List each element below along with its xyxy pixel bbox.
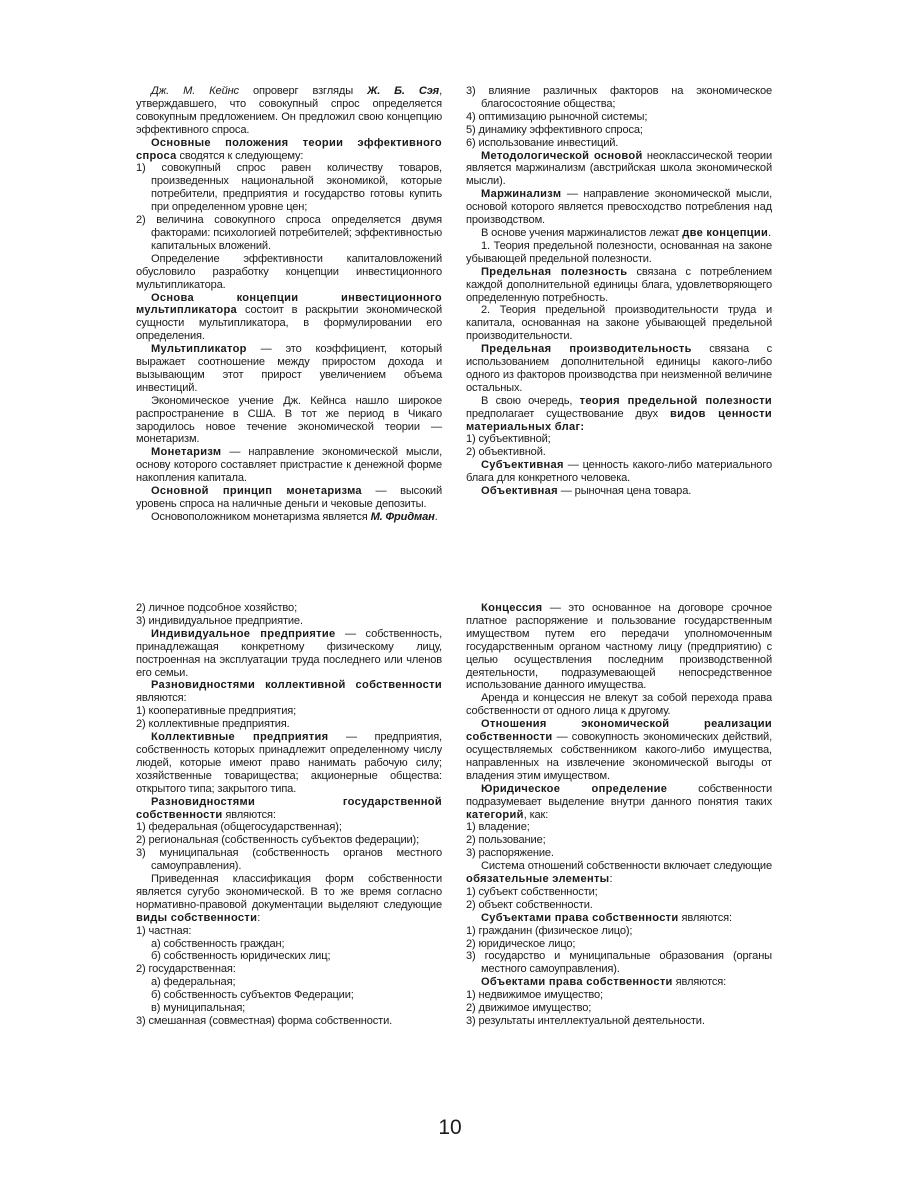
text: — высокий уровень спроса на наличные деньги и чековые депозиты. <box>136 485 442 510</box>
term: обязательные элементы <box>466 873 610 886</box>
text: Система отношений собственности включает следующие <box>481 860 772 873</box>
term: Коллективные предприятия <box>151 731 329 744</box>
paragraph <box>136 628 442 680</box>
paragraph <box>136 137 442 163</box>
text: , как: <box>523 808 549 821</box>
list-item: 1) субъект собственности; <box>466 885 598 898</box>
paragraph: Аренда и концессия не влекут за собой перехода права собственности от одного лица к другому. <box>466 692 772 718</box>
text: — совокупность экономических действий, осуществляемых собственником какого-либо имущества, направленных на извлечение экономической выгоды от владения этим имуществом. <box>466 731 772 782</box>
list-item: 2) государственная: <box>136 963 236 976</box>
term: Предельная производительность <box>481 343 692 356</box>
text: — направление экономической мысли, основу которого составляет пристрастие к денежной форме накопления капитала. <box>136 446 442 485</box>
text: — ценность какого-либо материального блага для конкретного человека. <box>466 459 772 485</box>
text: являются: <box>136 692 187 705</box>
list-item: 1) владение; <box>466 821 530 834</box>
text: В свою очередь, <box>481 394 580 407</box>
list-item: 1) гражданин (физическое лицо); <box>466 924 633 937</box>
text: сводятся к следующему: <box>176 149 304 162</box>
paragraph <box>466 718 772 783</box>
list-item: 5) динамику эффективного спроса; <box>466 123 643 136</box>
text: Приведенная классификация форм собственности является сугубо экономической. В то же время согласно нормативно-правовой документации выделяют следующие <box>136 873 442 911</box>
term: Методологической основой <box>481 149 643 162</box>
text: — предприятия, собственность которых принадлежит определенному числу людей, которые имеют право нанимать рабочую силу; хозяйственные товарищества; акционерные общества: открытого типа; закрытого типа. <box>136 731 442 795</box>
term: видов ценности материальных благ: <box>466 407 773 433</box>
text: являются: <box>672 976 727 989</box>
text: — это коэффициент, который выражает соотношение между приростом дохода и вызывающим этот прирост увеличением объема инвестиций. <box>136 343 442 394</box>
list-item: 1) федеральная (общегосударственная); <box>136 821 342 834</box>
term: Субъектами права собственности <box>481 911 679 924</box>
paragraph <box>136 873 442 925</box>
term: Объективная <box>481 485 558 498</box>
term: категорий <box>466 808 524 821</box>
paragraph <box>136 292 442 344</box>
paragraph <box>466 860 772 886</box>
text: состоит в раскрытии экономической сущности мультипликатора, в формулировании его определения. <box>136 304 442 343</box>
term: Индивидуальное предприятие <box>151 627 336 640</box>
term: теория предельной полезности <box>579 394 773 407</box>
term: Концессия <box>481 602 543 614</box>
paragraph <box>136 796 442 822</box>
paragraph: Экономическое учение Дж. Кейнса нашло широкое распространение в США. В тот же период в Чикаго зародилось новое течение экономической теории — монетаризм. <box>136 394 442 446</box>
paragraph <box>466 459 772 485</box>
paragraph <box>466 485 772 498</box>
list-item: 3) смешанная (совместная) форма собственности. <box>136 1015 393 1027</box>
paragraph: 2. Теория предельной производительности труда и капитала, основанная на законе убывающей предельной производительности. <box>466 304 772 343</box>
paragraph <box>136 731 442 796</box>
term: Юридическое определение <box>481 782 668 795</box>
list-item: 1) кооперативные предприятия; <box>136 705 297 718</box>
term: Маржинализм <box>481 188 562 201</box>
sub-list-item: а) федеральная; <box>151 976 236 989</box>
column-bottom-left <box>136 602 442 1028</box>
term: Разновидностями коллективной собственности <box>151 679 442 692</box>
term: Предельная полезность <box>481 265 628 278</box>
text: являются: <box>678 911 732 924</box>
list-item: 2) величина совокупного спроса определяется двумя факторами: психологией потребителей; эффективностью капитальных вложений. <box>136 214 442 252</box>
paragraph <box>136 679 442 705</box>
text: связана с потреблением каждой дополнительной единицы блага, удовлетворяющего определенную потребность. <box>466 265 772 304</box>
paragraph <box>466 395 772 434</box>
paragraph <box>466 227 772 240</box>
list-item: 2) личное подсобное хозяйство; <box>136 602 298 614</box>
text: — направление экономической мысли, основой которого является превосходство потребления над производством. <box>466 188 772 227</box>
column-bottom-right <box>466 602 772 1028</box>
term: Монетаризм <box>151 446 222 459</box>
column-top-right <box>466 85 772 498</box>
page-number: 10 <box>438 1116 462 1139</box>
paragraph <box>466 783 772 822</box>
list-item: 3) индивидуальное предприятие. <box>136 614 303 627</box>
sub-list-item: а) собственность граждан; <box>151 937 285 950</box>
term: Отношения экономической реализации собственности <box>466 718 772 744</box>
list-item: 1) частная: <box>136 924 192 937</box>
text: собственности подразумевает выделение внутри данного понятия таких <box>466 782 772 808</box>
term: две концепции <box>682 226 769 239</box>
list-item: 1) недвижимое имущество; <box>466 989 603 1002</box>
paragraph <box>466 150 772 189</box>
list-item: 3) влияние различных факторов на экономическое благосостояние общества; <box>466 85 772 110</box>
sub-list-item: б) собственность субъектов Федерации; <box>151 989 354 1002</box>
text: . <box>434 510 438 523</box>
sub-list-item: б) собственность юридических лиц; <box>151 950 331 963</box>
text: — собственность, принадлежащая конкретному физическому лицу, построенная на эксплуатации труда последнего или членов его семьи. <box>136 627 442 679</box>
text: связана с использованием дополнительной единицы какого-либо одного из факторов производства при неизменной величине остальных. <box>466 343 772 394</box>
term: Разновидностями государственной собственности <box>136 795 442 821</box>
list-item: 3) государство и муниципальные образования (органы местного самоуправления). <box>466 950 772 976</box>
list-item: 2) пользование; <box>466 834 546 847</box>
text: являются: <box>222 808 276 821</box>
paragraph <box>466 976 772 989</box>
list-item: 2) объект собственности. <box>466 898 593 911</box>
text: — это основанное на договоре срочное платное распоряжение и пользование государственным имуществом путем его передачи уполномоченным государственным органом частному лицу (предприятию) с целью осуществления последним производственной деятельности, подразумевающей непосредственное использование данного имущества. <box>466 602 772 692</box>
list-item: 3) муниципальная (собственность органов местного самоуправления). <box>136 847 442 873</box>
term: Основной принцип монетаризма <box>151 485 362 498</box>
text: Основоположником монетаризма является <box>151 510 371 523</box>
column-top-left <box>136 85 442 524</box>
paragraph <box>136 485 442 511</box>
list-item: 1) совокупный спрос равен количеству товаров, произведенных национальной экономикой, которые потребители, предприятия и государство готовы купить при определенном уровне цен; <box>136 162 442 214</box>
list-item: 2) объективной. <box>466 446 546 459</box>
list-item: 3) результаты интеллектуальной деятельности. <box>466 1015 705 1027</box>
list-item: 2) коллективные предприятия. <box>136 718 290 731</box>
paragraph <box>136 85 442 137</box>
list-item: 2) юридическое лицо; <box>466 937 576 950</box>
text: . <box>768 226 772 239</box>
paragraph <box>136 446 442 485</box>
person-name: Дж. М. Кейнс <box>151 85 239 97</box>
text: предполагает существование двух <box>466 407 670 420</box>
text: — рыночная цена товара. <box>557 485 692 498</box>
term: Основа концепции инвестиционного мультипликатора <box>136 291 442 317</box>
sub-list-item: в) муниципальная; <box>151 1002 246 1015</box>
term: Основные положения теории эффективного спроса <box>136 136 442 162</box>
person-name: Ж. Б. Сэя <box>367 85 440 97</box>
term: Мультипликатор <box>151 343 247 356</box>
paragraph <box>466 343 772 395</box>
term: Субъективная <box>481 459 564 472</box>
paragraph <box>136 343 442 395</box>
text: : <box>609 873 613 886</box>
paragraph <box>466 602 772 692</box>
text: опроверг взгляды <box>238 85 368 97</box>
paragraph <box>466 266 772 305</box>
list-item: 1) субъективной; <box>466 433 551 446</box>
list-item: 2) региональная (собственность субъектов федерации); <box>136 834 420 847</box>
text: , утверждавшего, что совокупный спрос определяется совокупным предложением. Он предложил свою концепцию эффективного спроса. <box>136 85 442 136</box>
list-item: 6) использование инвестиций. <box>466 136 619 149</box>
term: виды собственности <box>136 911 258 924</box>
paragraph <box>466 188 772 227</box>
paragraph: 1. Теория предельной полезности, основанная на законе убывающей предельной полезности. <box>466 239 772 265</box>
person-name: М. Фридман <box>370 510 435 523</box>
paragraph <box>466 912 772 925</box>
list-item: 4) оптимизацию рыночной системы; <box>466 110 648 123</box>
text: В основе учения маржиналистов лежат <box>481 226 683 239</box>
term: Объектами права собственности <box>481 976 673 989</box>
paragraph: Определение эффективности капиталовложений обусловило разработку концепции инвестиционного мультипликатора. <box>136 252 442 291</box>
list-item: 3) распоряжение. <box>466 847 554 860</box>
text: : <box>257 911 261 924</box>
paragraph <box>136 511 442 524</box>
text: неоклассической теории является маржинализм (австрийская школа экономической мысли). <box>466 149 772 188</box>
list-item: 2) движимое имущество; <box>466 1002 592 1015</box>
